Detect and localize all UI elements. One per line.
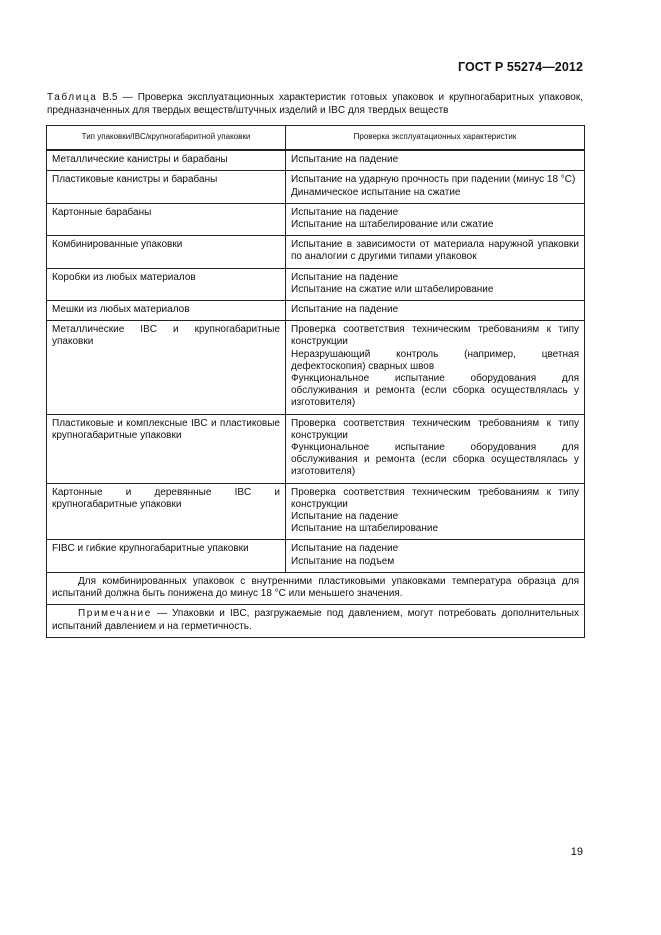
- table-footnote-row: [47, 572, 585, 604]
- row-package-type: Коробки из любых материалов: [47, 268, 286, 300]
- check-item: Проверка соответствия техническим требованиям к типу конструкции: [291, 486, 579, 510]
- document-code: ГОСТ Р 55274—2012: [457, 60, 583, 74]
- row-checks: [286, 414, 585, 483]
- check-item: Испытание на падение: [291, 511, 399, 523]
- row-package-type: Мешки из любых материалов: [47, 301, 286, 321]
- row-checks: [286, 150, 585, 171]
- row-checks: [286, 483, 585, 540]
- table-row: [47, 301, 585, 321]
- table-note: [47, 605, 585, 637]
- check-item: Испытание на штабелирование или сжатие: [291, 219, 494, 231]
- column-header-package-type: Тип упаковки/IBC/крупногабаритной упаковки: [47, 126, 286, 151]
- check-item: Испытание на ударную прочность при падении (минус 18 °С): [291, 174, 576, 186]
- table-caption: [47, 91, 583, 117]
- table-row: [47, 203, 585, 235]
- check-item: Проверка соответствия техническим требованиям к типу конструкции: [291, 417, 579, 441]
- table-footnote: [47, 572, 585, 604]
- table-row: [47, 150, 585, 171]
- check-item: Функциональное испытание оборудования для обслуживания и ремонта (если сборка осуществлялась у изготовителя): [291, 442, 579, 478]
- row-checks: [286, 321, 585, 414]
- row-checks: [286, 268, 585, 300]
- row-package-type: Картонные и деревянные IBC и крупногабаритные упаковки: [47, 483, 286, 540]
- check-item: Функциональное испытание оборудования для обслуживания и ремонта (если сборка осуществлялась у изготовителя): [291, 373, 579, 409]
- row-checks: [286, 236, 585, 268]
- row-package-type: Комбинированные упаковки: [47, 236, 286, 268]
- page-number: 19: [570, 846, 583, 858]
- table-header-row: [47, 126, 585, 151]
- check-item: Испытание на падение: [291, 154, 399, 166]
- test-requirements-table: [46, 125, 585, 638]
- table-row: [47, 321, 585, 414]
- table-row: [47, 540, 585, 572]
- caption-text: В.5 — Проверка эксплуатационных характеристик готовых упаковок и крупногабаритных упаковок, предназначенных для твердых веществ/штучных изделий и IBC для твердых веществ: [47, 92, 583, 116]
- row-checks: [286, 301, 585, 321]
- table-row: [47, 171, 585, 203]
- check-item: Испытание на подъем: [291, 555, 395, 567]
- check-item: Испытание на падение: [291, 304, 399, 316]
- check-item: Испытание на падение: [291, 206, 399, 218]
- row-checks: [286, 203, 585, 235]
- row-package-type: FIBC и гибкие крупногабаритные упаковки: [47, 540, 286, 572]
- note-text: — Упаковки и IBC, разгружаемые под давлением, могут потребовать дополнительных испытаний давлением и на герметичность.: [52, 608, 579, 632]
- column-header-checks: Проверка эксплуатационных характеристик: [286, 126, 585, 151]
- row-checks: [286, 540, 585, 572]
- check-item: Испытание на штабелирование: [291, 523, 439, 535]
- check-item: Испытание на падение: [291, 271, 399, 283]
- caption-label: Таблица: [47, 92, 98, 103]
- check-item: Проверка соответствия техническим требованиям к типу конструкции: [291, 324, 579, 348]
- row-package-type: Пластиковые канистры и барабаны: [47, 171, 286, 203]
- check-item: Динамическое испытание на сжатие: [291, 186, 461, 198]
- footnote-text: Для комбинированных упаковок с внутренними пластиковыми упаковками температура образца для испытаний должна быть понижена до минус 18 °С или меньшего значения.: [52, 575, 579, 600]
- row-package-type: Металлические IBC и крупногабаритные упаковки: [47, 321, 286, 414]
- table-note-row: [47, 605, 585, 637]
- note-label: Примечание: [78, 608, 152, 620]
- table-row: [47, 414, 585, 483]
- table-row: [47, 268, 585, 300]
- table-row: [47, 236, 585, 268]
- check-item: Неразрушающий контроль (например, цветная дефектоскопия) сварных швов: [291, 348, 579, 372]
- row-checks: [286, 171, 585, 203]
- table-row: [47, 483, 585, 540]
- row-package-type: Картонные барабаны: [47, 203, 286, 235]
- row-package-type: Пластиковые и комплексные IBC и пластиковые крупногабаритные упаковки: [47, 414, 286, 483]
- row-package-type: Металлические канистры и барабаны: [47, 150, 286, 171]
- check-item: Испытание на падение: [291, 543, 399, 555]
- check-item: Испытание на сжатие или штабелирование: [291, 283, 494, 295]
- check-item: Испытание в зависимости от материала наружной упаковки по аналогии с другими типами упаковок: [291, 239, 579, 263]
